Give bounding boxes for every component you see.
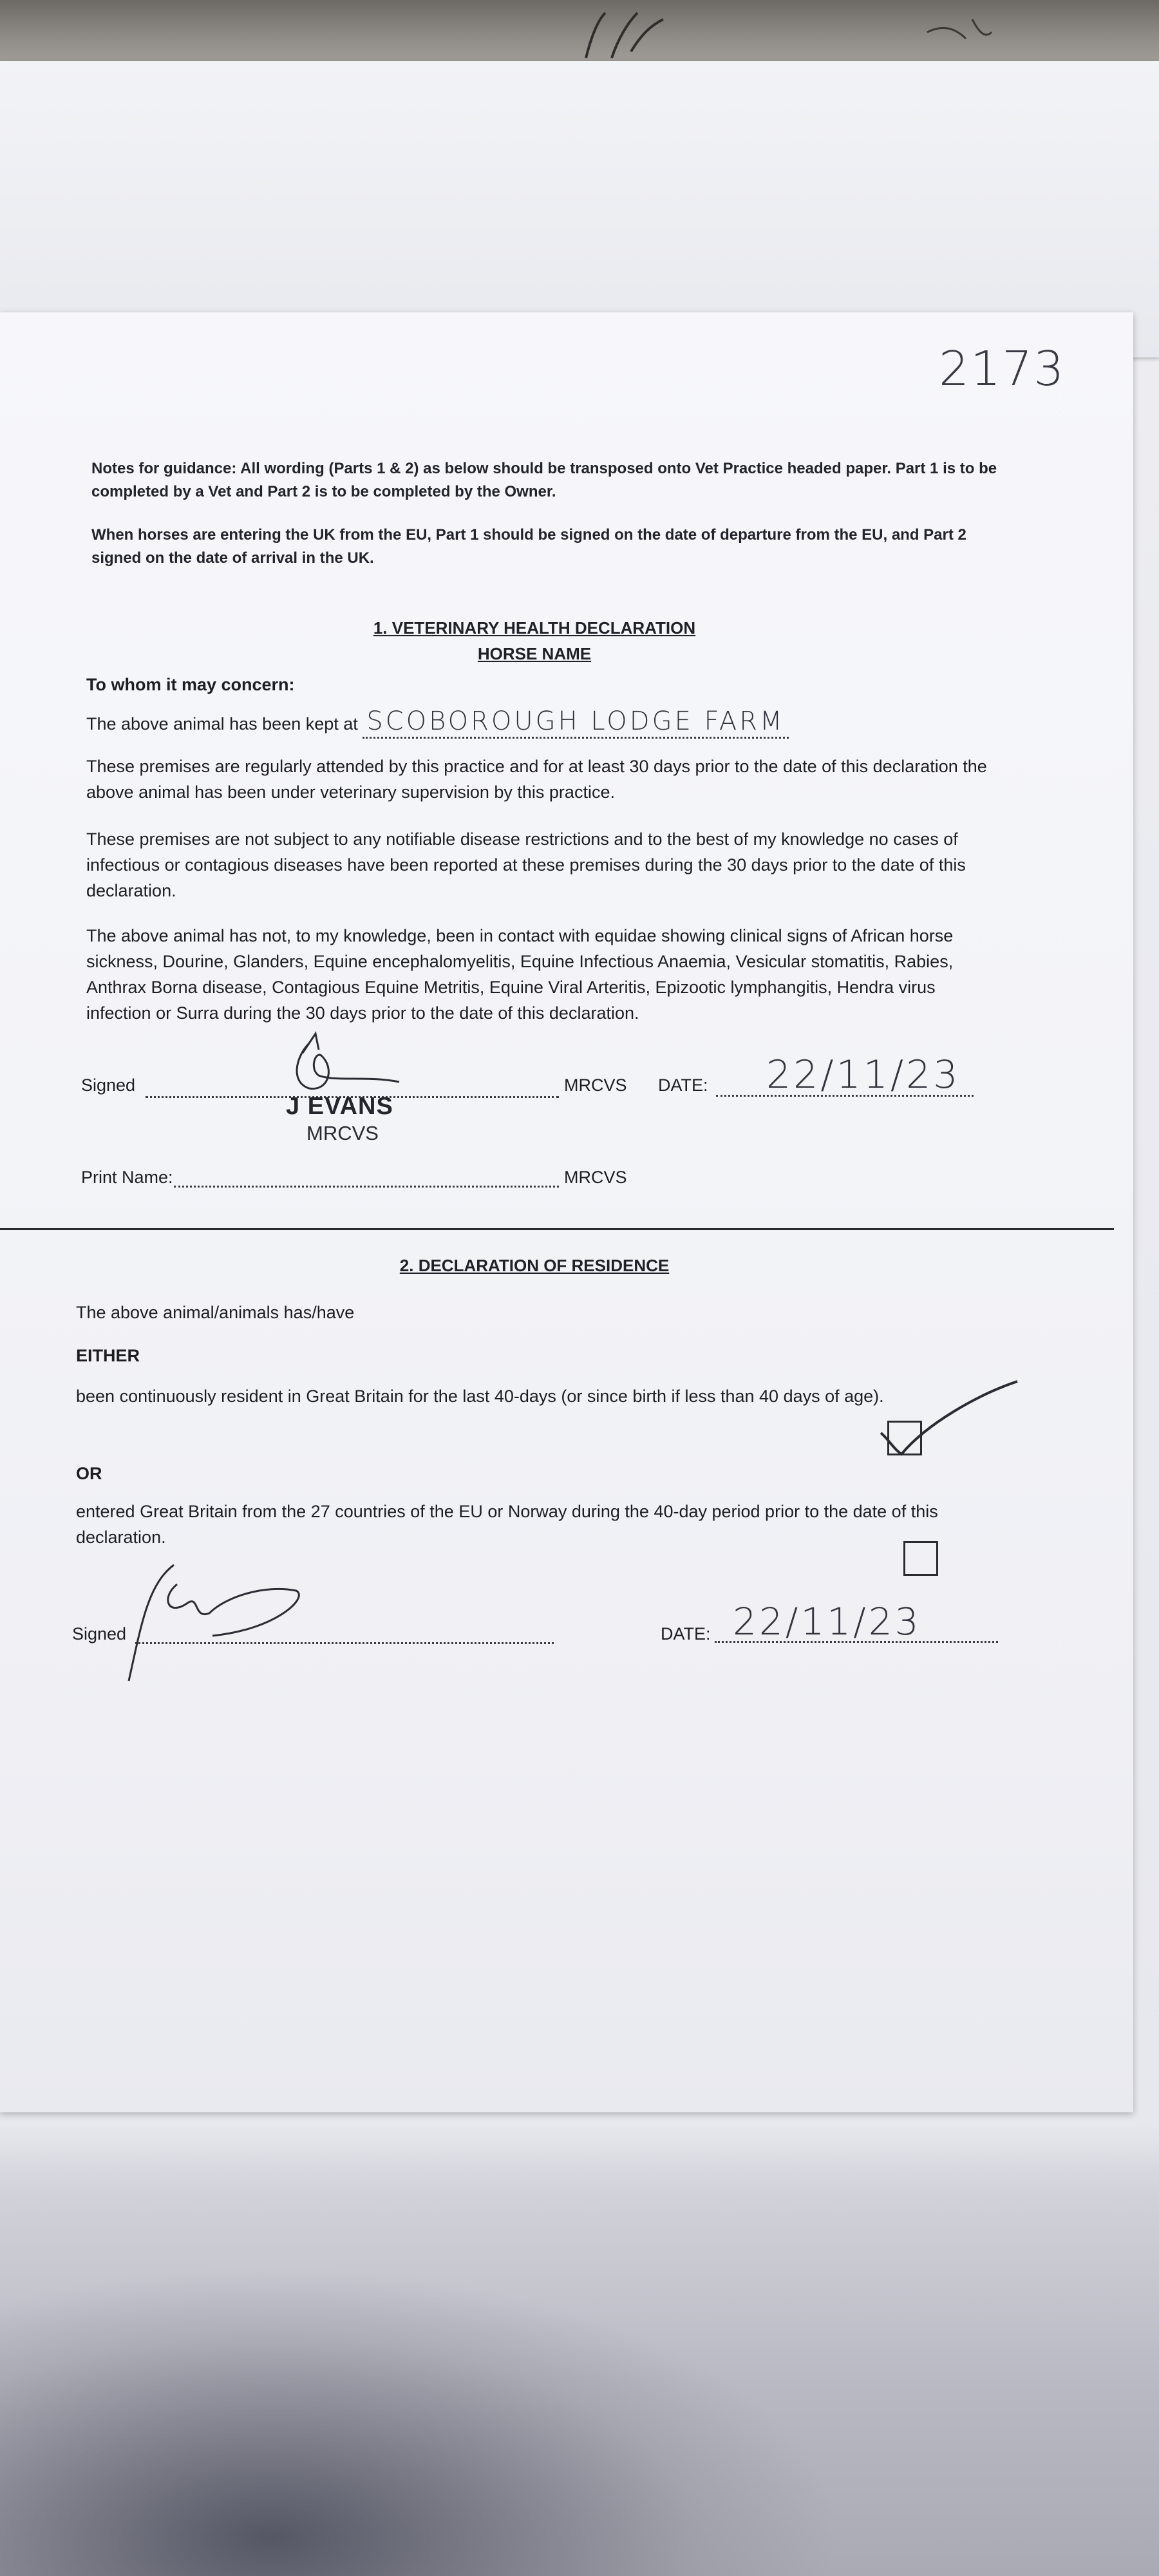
declaration-paper — [0, 312, 1133, 2112]
paragraph-restrictions: These premises are not subject to any notifiable disease restrictions and to the best of my knowledge no cases of infectious or contagious diseases have been reported at these premises during the 30 days prior to the date of this declaration. — [86, 829, 966, 900]
kept-at-value: SCOBOROUGH LODGE FARM — [366, 706, 785, 736]
kept-at-line — [86, 708, 1039, 739]
background-surface — [0, 0, 1159, 64]
part2-signed-label: Signed — [72, 1624, 127, 1643]
part1-mrcvs-label: MRCVS — [564, 1075, 627, 1095]
horse-name-heading: HORSE NAME — [477, 644, 592, 663]
part1-date-value: 22/11/23 — [766, 1052, 961, 1097]
vet-stamp-title: MRCVS — [306, 1122, 379, 1144]
part2-date-label: DATE: — [661, 1624, 711, 1643]
print-name-label: Print Name: — [81, 1168, 173, 1187]
option-entered-checkbox[interactable] — [903, 1541, 938, 1576]
shadow — [0, 2125, 1159, 2576]
handwritten-doc-number: 2173 — [939, 341, 1066, 397]
print-name-field[interactable] — [174, 1169, 559, 1188]
or-label: OR — [76, 1464, 102, 1483]
option-entered: entered Great Britain from the 27 countries of the EU or Norway during the 40-day period prior to the date of this declaration. — [76, 1502, 938, 1547]
kept-at-label: The above animal has been kept at — [86, 714, 358, 734]
owner-signature — [116, 1558, 322, 1687]
residence-intro: The above animal/animals has/have — [76, 1303, 355, 1322]
background-scribble — [567, 6, 1082, 64]
either-label: EITHER — [76, 1346, 140, 1365]
part1-signed-label: Signed — [81, 1075, 136, 1095]
guidance-notes-arrival: When horses are entering the UK from the EU, Part 1 should be signed on the date of departure from the EU, and Part 2 signed on the date of arrival in the UK. — [91, 526, 966, 567]
part1-heading: 1. VETERINARY HEALTH DECLARATION — [373, 618, 696, 638]
option-resident-tick — [869, 1378, 1024, 1468]
part2-heading: 2. DECLARATION OF RESIDENCE — [399, 1256, 670, 1275]
part2-date-field[interactable] — [715, 1600, 998, 1643]
print-mrcvs-label: MRCVS — [564, 1168, 627, 1187]
paragraph-contact: The above animal has not, to my knowledge, been in contact with equidae showing clinical signs of African horse sickness, Dourine, Glanders, Equine encephalomyelitis, Equine Infectious Anaemia, Vesicular stomatitis, Rabies, Anthrax Borna disease, Contagious Equine Metritis, Equine Viral Arteritis, Epizootic lymphangitis, Hendra virus infection or Surra during the 30 days prior to the date of this declaration. — [86, 926, 954, 1023]
to-whom-line: To whom it may concern: — [86, 675, 295, 694]
part1-date-field[interactable] — [716, 1052, 974, 1097]
part2-date-value: 22/11/23 — [733, 1600, 921, 1643]
guidance-notes: Notes for guidance: All wording (Parts 1 & 2) as below should be transposed onto Vet Practice headed paper. Part 1 is to be completed by a Vet and Part 2 is to be completed by the Owner. — [91, 460, 997, 500]
option-resident: been continuously resident in Great Britain for the last 40-days (or since birth if less than 40 days of age). — [76, 1387, 884, 1406]
paragraph-supervision: These premises are regularly attended by this practice and for at least 30 days prior to the date of this declaration the above animal has been under veterinary supervision by this practice. — [86, 757, 987, 802]
section-divider — [0, 1228, 1114, 1230]
vet-stamp-name: J EVANS — [286, 1093, 393, 1120]
kept-at-field[interactable] — [363, 708, 788, 739]
part1-date-label: DATE: — [658, 1075, 708, 1095]
